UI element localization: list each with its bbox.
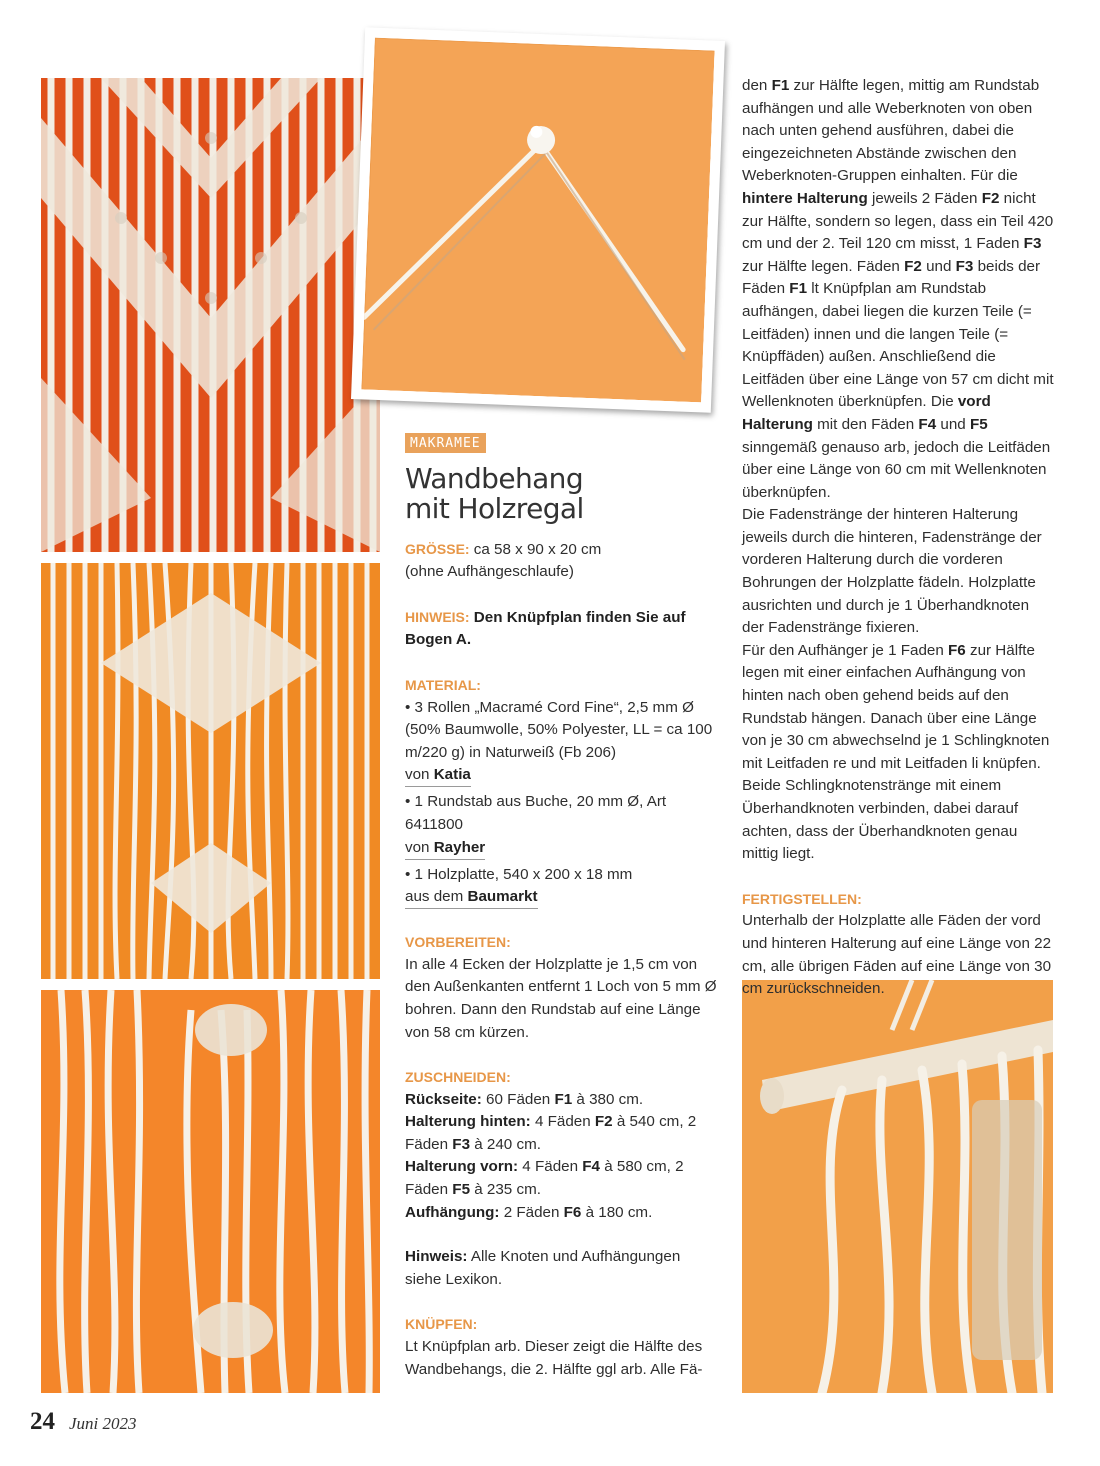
finish-block (742, 888, 1054, 1001)
p1-f2: F2 (981, 189, 1000, 207)
material-item-2-text: • 1 Rundstab aus Buche, 20 mm Ø, Art 6411800 (405, 793, 667, 833)
cut-row-front-f2: F5 (452, 1181, 471, 1199)
cut-row-front-a: 4 Fäden (518, 1158, 583, 1176)
cut-row-back-label: Rückseite: (405, 1090, 482, 1108)
knot-label: KNÜPFEN: (405, 1316, 478, 1333)
brand-katia: Katia (433, 766, 471, 784)
cord-loop-photo (351, 27, 725, 413)
p3-b: zur Hälfte legen mit einer einfachen Aufhängung von hinten nach oben gehend beids auf den Rundstab hängen. Danach über eine Länge von je 30 cm abwechselnd je 1 Schlingknoten mit Leitfaden re und mit Leitfaden li knüpfen. Beide Schlingknotenstränge mit einem Überhandknoten verbinden, dabei darauf achten, dass der Überhandknoten genau mittig liegt. (742, 641, 1050, 863)
material-item-3-text: • 1 Holzplatte, 540 x 200 x 18 mm (405, 865, 633, 883)
material-item-2-source (405, 838, 485, 860)
prepare-label: VORBEREITEN: (405, 934, 511, 951)
p1-f3b: F3 (955, 257, 974, 275)
brand-baumarkt: Baumarkt (467, 888, 538, 906)
prepare-text: In alle 4 Ecken der Holzplatte je 1,5 cm von den Außenkanten entfernt 1 Loch von 5 mm Ø bohren. Dann den Rundstab auf eine Länge von 58 cm kürzen. (405, 955, 717, 1041)
p1-i: mit den Fäden (812, 415, 919, 433)
macrame-photo-middle (41, 563, 380, 979)
cut-block (405, 1066, 718, 1224)
cut-row-rear-a: 4 Fäden (530, 1113, 595, 1131)
size-label: GRÖSSE: (405, 540, 470, 557)
hint-top-block (405, 606, 718, 652)
p1-c: jeweils 2 Fäden (867, 189, 982, 207)
cut-row-rear-f2: F3 (452, 1135, 471, 1153)
material-block (405, 674, 718, 909)
p1-g: beids der Fäden (742, 257, 1041, 298)
macrame-photo-bottom-left (41, 990, 380, 1393)
p1-h: lt Knüpfplan am Rundstab aufhängen, dabei liegen die kurzen Teile (= Leitfäden) innen und die langen Teile (= Knüpffäden) außen. Anschließend die Leitfäden über eine Länge von 57 cm dicht mit Wellenknoten überknüpfen. Die (742, 280, 1054, 411)
material-item-1-von: von (405, 766, 434, 784)
cut-row-rear-b: à 540 cm, 2 Fäden (405, 1113, 697, 1153)
cut-row-front-f: F4 (582, 1158, 600, 1176)
cut-row-front-c: à 235 cm. (470, 1181, 541, 1199)
knot-hint-block (405, 1246, 718, 1291)
macrame-photo-top (41, 78, 380, 552)
p1-f4: F4 (918, 415, 937, 433)
p3-a: Für den Aufhänger je 1 Faden (742, 641, 949, 659)
cut-row-hanger-a: 2 Fäden (499, 1203, 564, 1221)
p1-f1b: F1 (789, 280, 808, 298)
material-item-1 (405, 697, 718, 788)
material-label: MATERIAL: (405, 676, 481, 693)
cut-row-rear-f: F2 (594, 1113, 613, 1131)
p1-f2b: F2 (904, 257, 922, 275)
p1-rear-holder: hintere Halterung (742, 189, 868, 207)
rod-macrame-photo (742, 980, 1053, 1393)
brand-rayher: Rayher (433, 838, 486, 856)
size-block (405, 538, 718, 584)
p3-f6: F6 (948, 641, 966, 659)
p1-a: den (742, 77, 772, 94)
cut-row-rear-label: Halterung hinten: (405, 1113, 531, 1131)
right-paragraph-3 (742, 640, 1054, 866)
section-tag: MAKRAMEE (405, 433, 486, 453)
instructions-column-right (742, 75, 1054, 1001)
p1-f: und (921, 257, 956, 275)
p1-f5: F5 (969, 415, 988, 433)
p1-k: sinngemäß genauso arb, jedoch die Leitfäden über eine Länge von 60 cm mit Wellenknoten überknüpfen. (742, 438, 1051, 501)
cut-label: ZUSCHNEIDEN: (405, 1069, 511, 1086)
cut-row-hanger (405, 1202, 718, 1225)
cut-row-hanger-f: F6 (563, 1203, 582, 1221)
cut-row-back-b: à 380 cm. (572, 1090, 644, 1108)
right-paragraph-1 (742, 75, 1054, 504)
material-item-1-source (405, 765, 471, 787)
size-note: (ohne Aufhängeschlaufe) (405, 563, 574, 581)
material-item-1-text: • 3 Rollen „Macramé Cord Fine“, 2,5 mm Ø (50% Baumwolle, 50% Polyester, LL = ca 100 m/220 g) in Naturweiß (Fb 206) (405, 698, 713, 761)
page-number: 24 (30, 1408, 55, 1435)
cut-row-back-a: 60 Fäden (481, 1090, 555, 1108)
hint-label: HINWEIS: (405, 608, 470, 625)
p1-d: nicht zur Hälfte, sondern so legen, dass ein Teil 420 cm und der 2. Teil 120 cm misst, 1 Faden (742, 189, 1054, 253)
cut-row-back-f: F1 (554, 1090, 573, 1108)
p1-f3: F3 (1023, 235, 1042, 253)
page-title (405, 461, 718, 525)
material-item-2 (405, 791, 718, 859)
cut-row-front-holder (405, 1156, 718, 1201)
p1-e: zur Hälfte legen. Fäden (742, 257, 905, 275)
cut-row-front-label: Halterung vorn: (405, 1158, 519, 1176)
title-line-2: mit Holzregal (405, 491, 584, 525)
cut-row-back (405, 1089, 718, 1112)
issue-date: Juni 2023 (69, 1414, 137, 1433)
instructions-column-middle (405, 432, 718, 1381)
finish-text: Unterhalb der Holzplatte alle Fäden der vord und hinteren Halterung auf eine Länge von 22 cm, alle übrigen Fäden auf eine Länge von 30 cm zurückschneiden. (742, 912, 1052, 998)
cut-row-rear-c: à 240 cm. (470, 1135, 541, 1153)
prepare-block (405, 931, 718, 1044)
size-value: ca 58 x 90 x 20 cm (469, 540, 602, 558)
cut-row-rear-holder (405, 1111, 718, 1156)
material-item-2-von: von (405, 838, 434, 856)
p1-j: und (936, 415, 970, 433)
material-item-3-von: aus dem (405, 888, 468, 906)
right-paragraph-2: Die Fadenstränge der hinteren Halterung jeweils durch die hinteren, Fadenstränge der vorderen Halterung durch die vorderen Bohrungen der Holzplatte fädeln. Holzplatte ausrichten und durch je 1 Überhandknoten der Fadenstränge fixieren. (742, 506, 1042, 637)
title-line-1: Wandbehang (405, 461, 583, 495)
cut-row-hanger-b: à 180 cm. (581, 1203, 653, 1221)
p1-f1: F1 (771, 77, 790, 94)
knot-hint-label: Hinweis: (405, 1248, 468, 1266)
material-item-3-source (405, 887, 538, 909)
p1-b: zur Hälfte legen, mittig am Rundstab aufhängen und alle Weberknoten von oben nach unten gehend ausführen, dabei die eingezeichneten Abstände zwischen den Weberknoten-Gruppen einhalten. Für die (742, 77, 1040, 185)
cut-row-hanger-label: Aufhängung: (405, 1203, 500, 1221)
p1-front-holder: vord Halterung (742, 393, 991, 433)
knot-block (405, 1313, 718, 1381)
finish-label: FERTIGSTELLEN: (742, 890, 862, 907)
knot-text: Lt Knüpfplan arb. Dieser zeigt die Hälfte des Wandbehangs, die 2. Hälfte ggl arb. Alle Fä- (405, 1338, 703, 1378)
hint-value: Den Knüpfplan finden Sie auf Bogen A. (405, 608, 686, 649)
page-footer (30, 1408, 137, 1436)
cut-row-front-b: à 580 cm, 2 Fäden (405, 1158, 684, 1199)
material-item-3 (405, 864, 718, 910)
knot-hint-text: Alle Knoten und Aufhängungen siehe Lexikon. (405, 1248, 681, 1288)
